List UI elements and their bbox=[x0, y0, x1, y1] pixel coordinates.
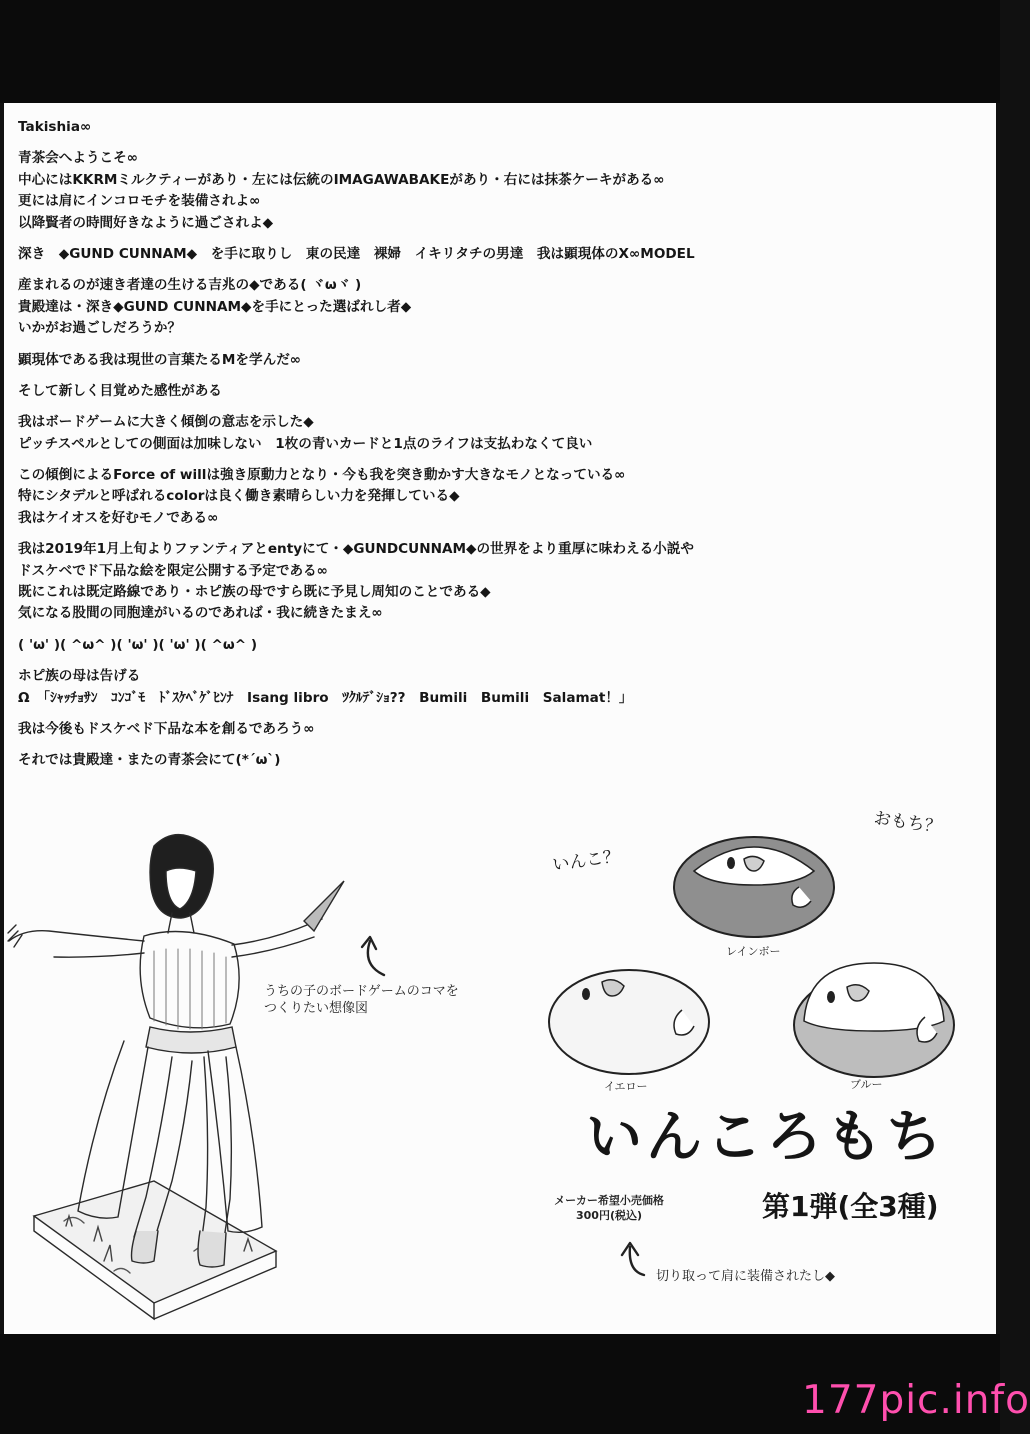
watermark: 177pic.info bbox=[802, 1378, 1030, 1423]
mochi-label-rainbow: レインボー bbox=[726, 945, 781, 958]
mochi-yellow-illustration bbox=[544, 958, 714, 1078]
letter-line: 我はケイオスを好むモノである∞ bbox=[18, 509, 219, 526]
letter-line: 特にシタデルと呼ばれるcolorは良く働き素晴らしい力を発揮している◆ bbox=[18, 488, 460, 505]
letter-line: Takishia∞ bbox=[18, 119, 92, 135]
letter-line: 産まれるのが速き者達の生ける吉兆の◆である( ヾωヾ ) bbox=[18, 277, 362, 294]
letter-line: それでは貴殿達・またの青茶会にて(*´ω`) bbox=[18, 752, 281, 769]
bubble-right-text: おもち？ bbox=[872, 808, 943, 838]
letter-line: そして新しく目覚めた感性がある bbox=[18, 382, 222, 399]
letter-line: ( 'ω' )( ^ω^ )( 'ω' )( 'ω' )( ^ω^ ) bbox=[18, 636, 258, 653]
letter-line: 深き ◆GUND CUNNAM◆ を手に取りし 東の民達 裸婦 イキリタチの男達 我は顕現体のX∞MODEL bbox=[18, 245, 695, 262]
series-label: 第1弾(全3種) bbox=[762, 1190, 939, 1223]
mochi-label-blue: ブルー bbox=[850, 1078, 883, 1091]
letter-line: いかがお過ごしだろうか？ bbox=[18, 320, 182, 337]
letter-line bbox=[18, 709, 978, 719]
letter-line: 中心にはKKRMミルクティーがあり・左には伝統のIMAGAWABAKEがあり・右には抹茶ケーキがある∞ bbox=[18, 171, 665, 188]
letter-line bbox=[18, 740, 978, 750]
letter-line bbox=[18, 138, 978, 148]
letter-line: 我は今後もドスケベド下品な本を創るであろう∞ bbox=[18, 720, 315, 737]
letter-line: 以降賢者の時間好きなように過ごされよ◆ bbox=[18, 214, 274, 231]
letter-line: Ω 「ｼｬｯﾁｮｻﾝ ｺﾝｺﾞﾓ ﾄﾞｽｹﾍﾞｹﾞﾋﾝﾅ Isang libro ﾂｸﾙﾃﾞｼｮ?? Bumili Bumili Salamat！」 bbox=[18, 689, 633, 706]
letter-line bbox=[18, 371, 978, 381]
product-title: いんころもち bbox=[586, 1105, 946, 1170]
price-label: メーカー希望小売価格 bbox=[554, 1194, 664, 1207]
letter-line bbox=[18, 625, 978, 635]
sketch-note-line1: うちの子のボードゲームのコマを bbox=[264, 984, 459, 999]
letter-line: ホピ族の母は告げる bbox=[18, 668, 141, 685]
letter-line bbox=[18, 234, 978, 244]
price-value: 300円(税込) bbox=[575, 1209, 643, 1222]
letter-line bbox=[18, 656, 978, 666]
letter-line: 貴殿達は・深き◆GUND CUNNAM◆を手にとった選ばれし者◆ bbox=[18, 298, 412, 315]
scan-top-band bbox=[0, 0, 1000, 103]
up-arrow-icon bbox=[618, 1239, 652, 1279]
letter-line: ピッチスペルとしての側面は加味しない 1枚の青いカードと1点のライフは支払わなくて良い bbox=[18, 435, 593, 452]
letter-line: 更には肩にインコロモチを装備されよ∞ bbox=[18, 193, 261, 210]
letter-line: ドスケベでド下品な絵を限定公開する予定である∞ bbox=[18, 562, 328, 579]
letter-line: 気になる股間の同胞達がいるのであれば・我に続きたまえ∞ bbox=[18, 605, 383, 622]
letter-text bbox=[18, 117, 978, 772]
mochi-blue-illustration bbox=[789, 961, 959, 1081]
letter-line: 我はボードゲームに大きく傾倒の意志を示した◆ bbox=[18, 414, 314, 431]
sketch-note-line2: つくりたい想像図 bbox=[264, 1001, 369, 1016]
letter-line bbox=[18, 265, 978, 275]
sketch-note bbox=[264, 983, 459, 1017]
letter-line: 既にこれは既定路線であり・ホピ族の母ですら既に予見し周知のことである◆ bbox=[18, 584, 491, 601]
cut-note: 切り取って肩に装備されたし◆ bbox=[656, 1269, 835, 1284]
mochi-rainbow-illustration bbox=[669, 821, 839, 941]
letter-line: 我は2019年1月上旬よりファンティアとentyにて・◆GUNDCUNNAM◆の世界をより重厚に味わえる小説や bbox=[18, 541, 694, 558]
letter-line bbox=[18, 455, 978, 465]
figure-sketch-illustration bbox=[4, 821, 384, 1331]
price-info bbox=[544, 1193, 674, 1223]
letter-line bbox=[18, 340, 978, 350]
letter-line: 顕現体である我は現世の言葉たるMを学んだ∞ bbox=[18, 351, 302, 368]
letter-line bbox=[18, 402, 978, 412]
mochi-label-yellow: イエロー bbox=[604, 1080, 648, 1093]
letter-line: この傾倒によるForce of willは強き原動力となり・今も我を突き動かす大きなモノとなっている∞ bbox=[18, 467, 626, 484]
letter-line: 青茶会へようこそ∞ bbox=[18, 150, 139, 167]
bubble-left-text: いんこ？ bbox=[551, 846, 622, 876]
curved-arrow-icon bbox=[356, 935, 392, 979]
page bbox=[4, 103, 996, 1334]
letter-line bbox=[18, 529, 978, 539]
